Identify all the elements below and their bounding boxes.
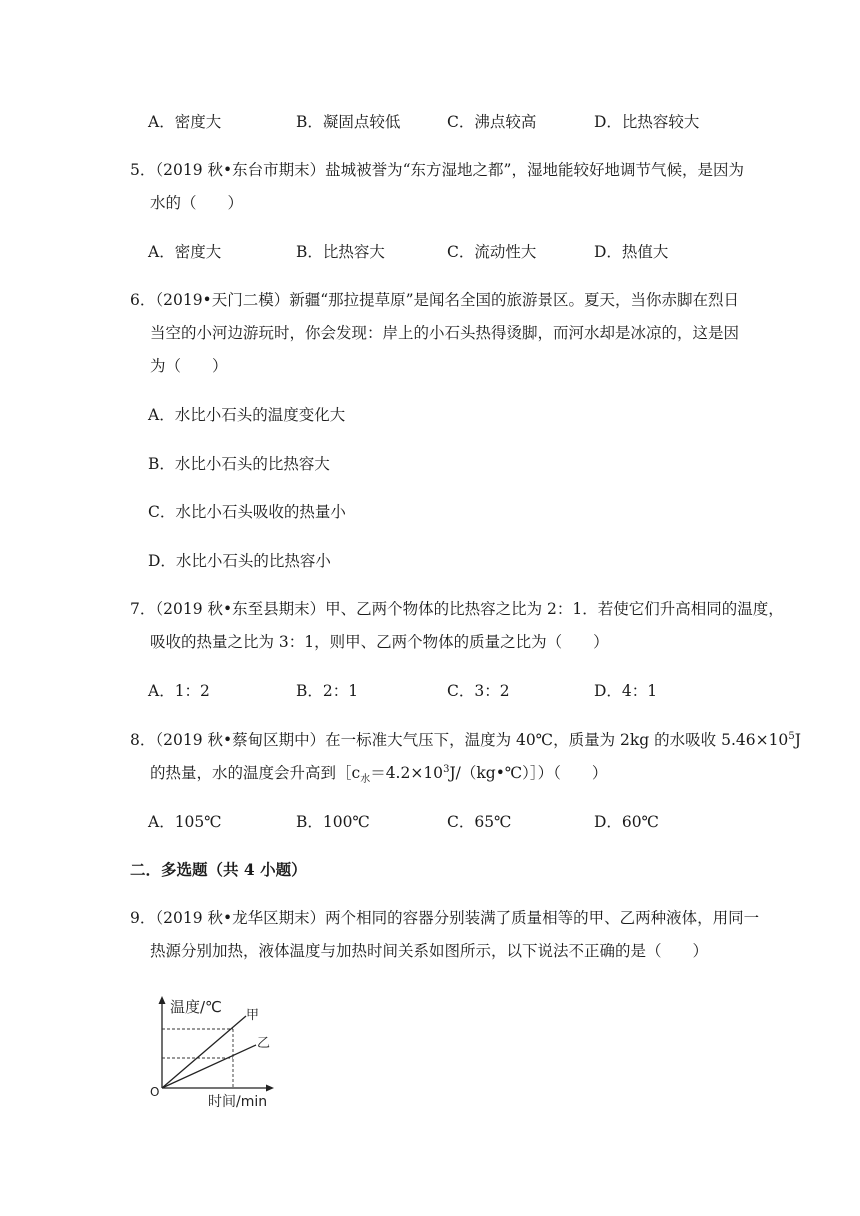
q5-option-a: A．密度大 xyxy=(148,243,222,261)
q8-stem-line2: 的热量，水的温度会升高到$[c_水=4.2\times 10^3J/(kg•℃)]$）（ ） xyxy=(150,763,608,786)
q6-stem-line2: 当空的小河边游玩时，你会发现：岸上的小石头热得烫脚，而河水却是冰凉的，这是因 xyxy=(150,324,740,342)
graph-label-jia: 甲 xyxy=(246,1008,260,1023)
q7-option-a: A．1：2 xyxy=(148,682,210,700)
q7-stem-line2: 吸收的热量之比为 3：1，则甲、乙两个物体的质量之比为（ ） xyxy=(150,633,609,651)
q5-option-d: D．热值大 xyxy=(594,243,669,261)
q6-stem-line3: 为（ ） xyxy=(150,357,228,375)
q6-stem-line1: 6．（2019•天门二模）新疆“那拉提草原”是闻名全国的旅游景区。夏天，当你赤脚在烈日 xyxy=(130,291,740,309)
q8-option-b: B．100℃ xyxy=(296,813,370,831)
q4-option-a: A．密度大 xyxy=(148,113,222,131)
q9-stem-line1: 9．（2019 秋•龙华区期末）两个相同的容器分别装满了质量相等的甲、乙两种液体，用同一 xyxy=(130,909,760,927)
q8-option-d: D．60℃ xyxy=(594,813,659,831)
q8-stem-line1: 8．（2019 秋•蔡甸区期中）在一标准大气压下，温度为 40℃，质量为 2kg 的水吸收 $5.46\times 10^5J$ xyxy=(130,730,801,749)
q6-option-b: B．水比小石头的比热容大 xyxy=(148,455,330,473)
line-yi xyxy=(162,1045,256,1088)
q7-option-b: B．2：1 xyxy=(296,682,359,700)
section-title: 二．多选题（共 4 小题） xyxy=(130,860,307,879)
q5-stem-line2: 水的（ ） xyxy=(150,194,244,212)
q7-option-d: D．4：1 xyxy=(594,682,658,700)
q4-option-c: C．沸点较高 xyxy=(447,113,537,131)
q7-option-c: C．3：2 xyxy=(447,682,510,700)
q4-option-b: B．凝固点较低 xyxy=(296,113,401,131)
q8-option-c: C．65℃ xyxy=(447,813,512,831)
q5-option-b: B．比热容大 xyxy=(296,243,385,261)
q7-stem-line1: 7．（2019 秋•东至县期末）甲、乙两个物体的比热容之比为 2：1．若使它们升高相同的温度， xyxy=(130,600,784,618)
x-axis-arrow-icon xyxy=(266,1085,274,1092)
graph-ylabel: 温度/℃ xyxy=(170,998,222,1016)
q9-temperature-time-graph xyxy=(148,992,278,1110)
q5-option-c: C．流动性大 xyxy=(447,243,537,261)
q4-option-d: D．比热容较大 xyxy=(594,113,700,131)
y-axis-arrow-icon xyxy=(159,996,166,1004)
q6-option-d: D．水比小石头的比热容小 xyxy=(148,552,331,570)
q6-option-a: A．水比小石头的温度变化大 xyxy=(148,406,346,424)
graph-xlabel: 时间/min xyxy=(208,1094,268,1110)
q6-option-c: C．水比小石头吸收的热量小 xyxy=(148,503,346,521)
q8-option-a: A．105℃ xyxy=(148,813,222,831)
graph-label-yi: 乙 xyxy=(257,1036,271,1051)
q5-stem-line1: 5．（2019 秋•东台市期末）盐城被誉为“东方湿地之都”，湿地能较好地调节气候，是因为 xyxy=(130,161,744,179)
q9-stem-line2: 热源分别加热，液体温度与加热时间关系如图所示，以下说法不正确的是（ ） xyxy=(150,942,709,960)
graph-origin: O xyxy=(150,1085,160,1099)
